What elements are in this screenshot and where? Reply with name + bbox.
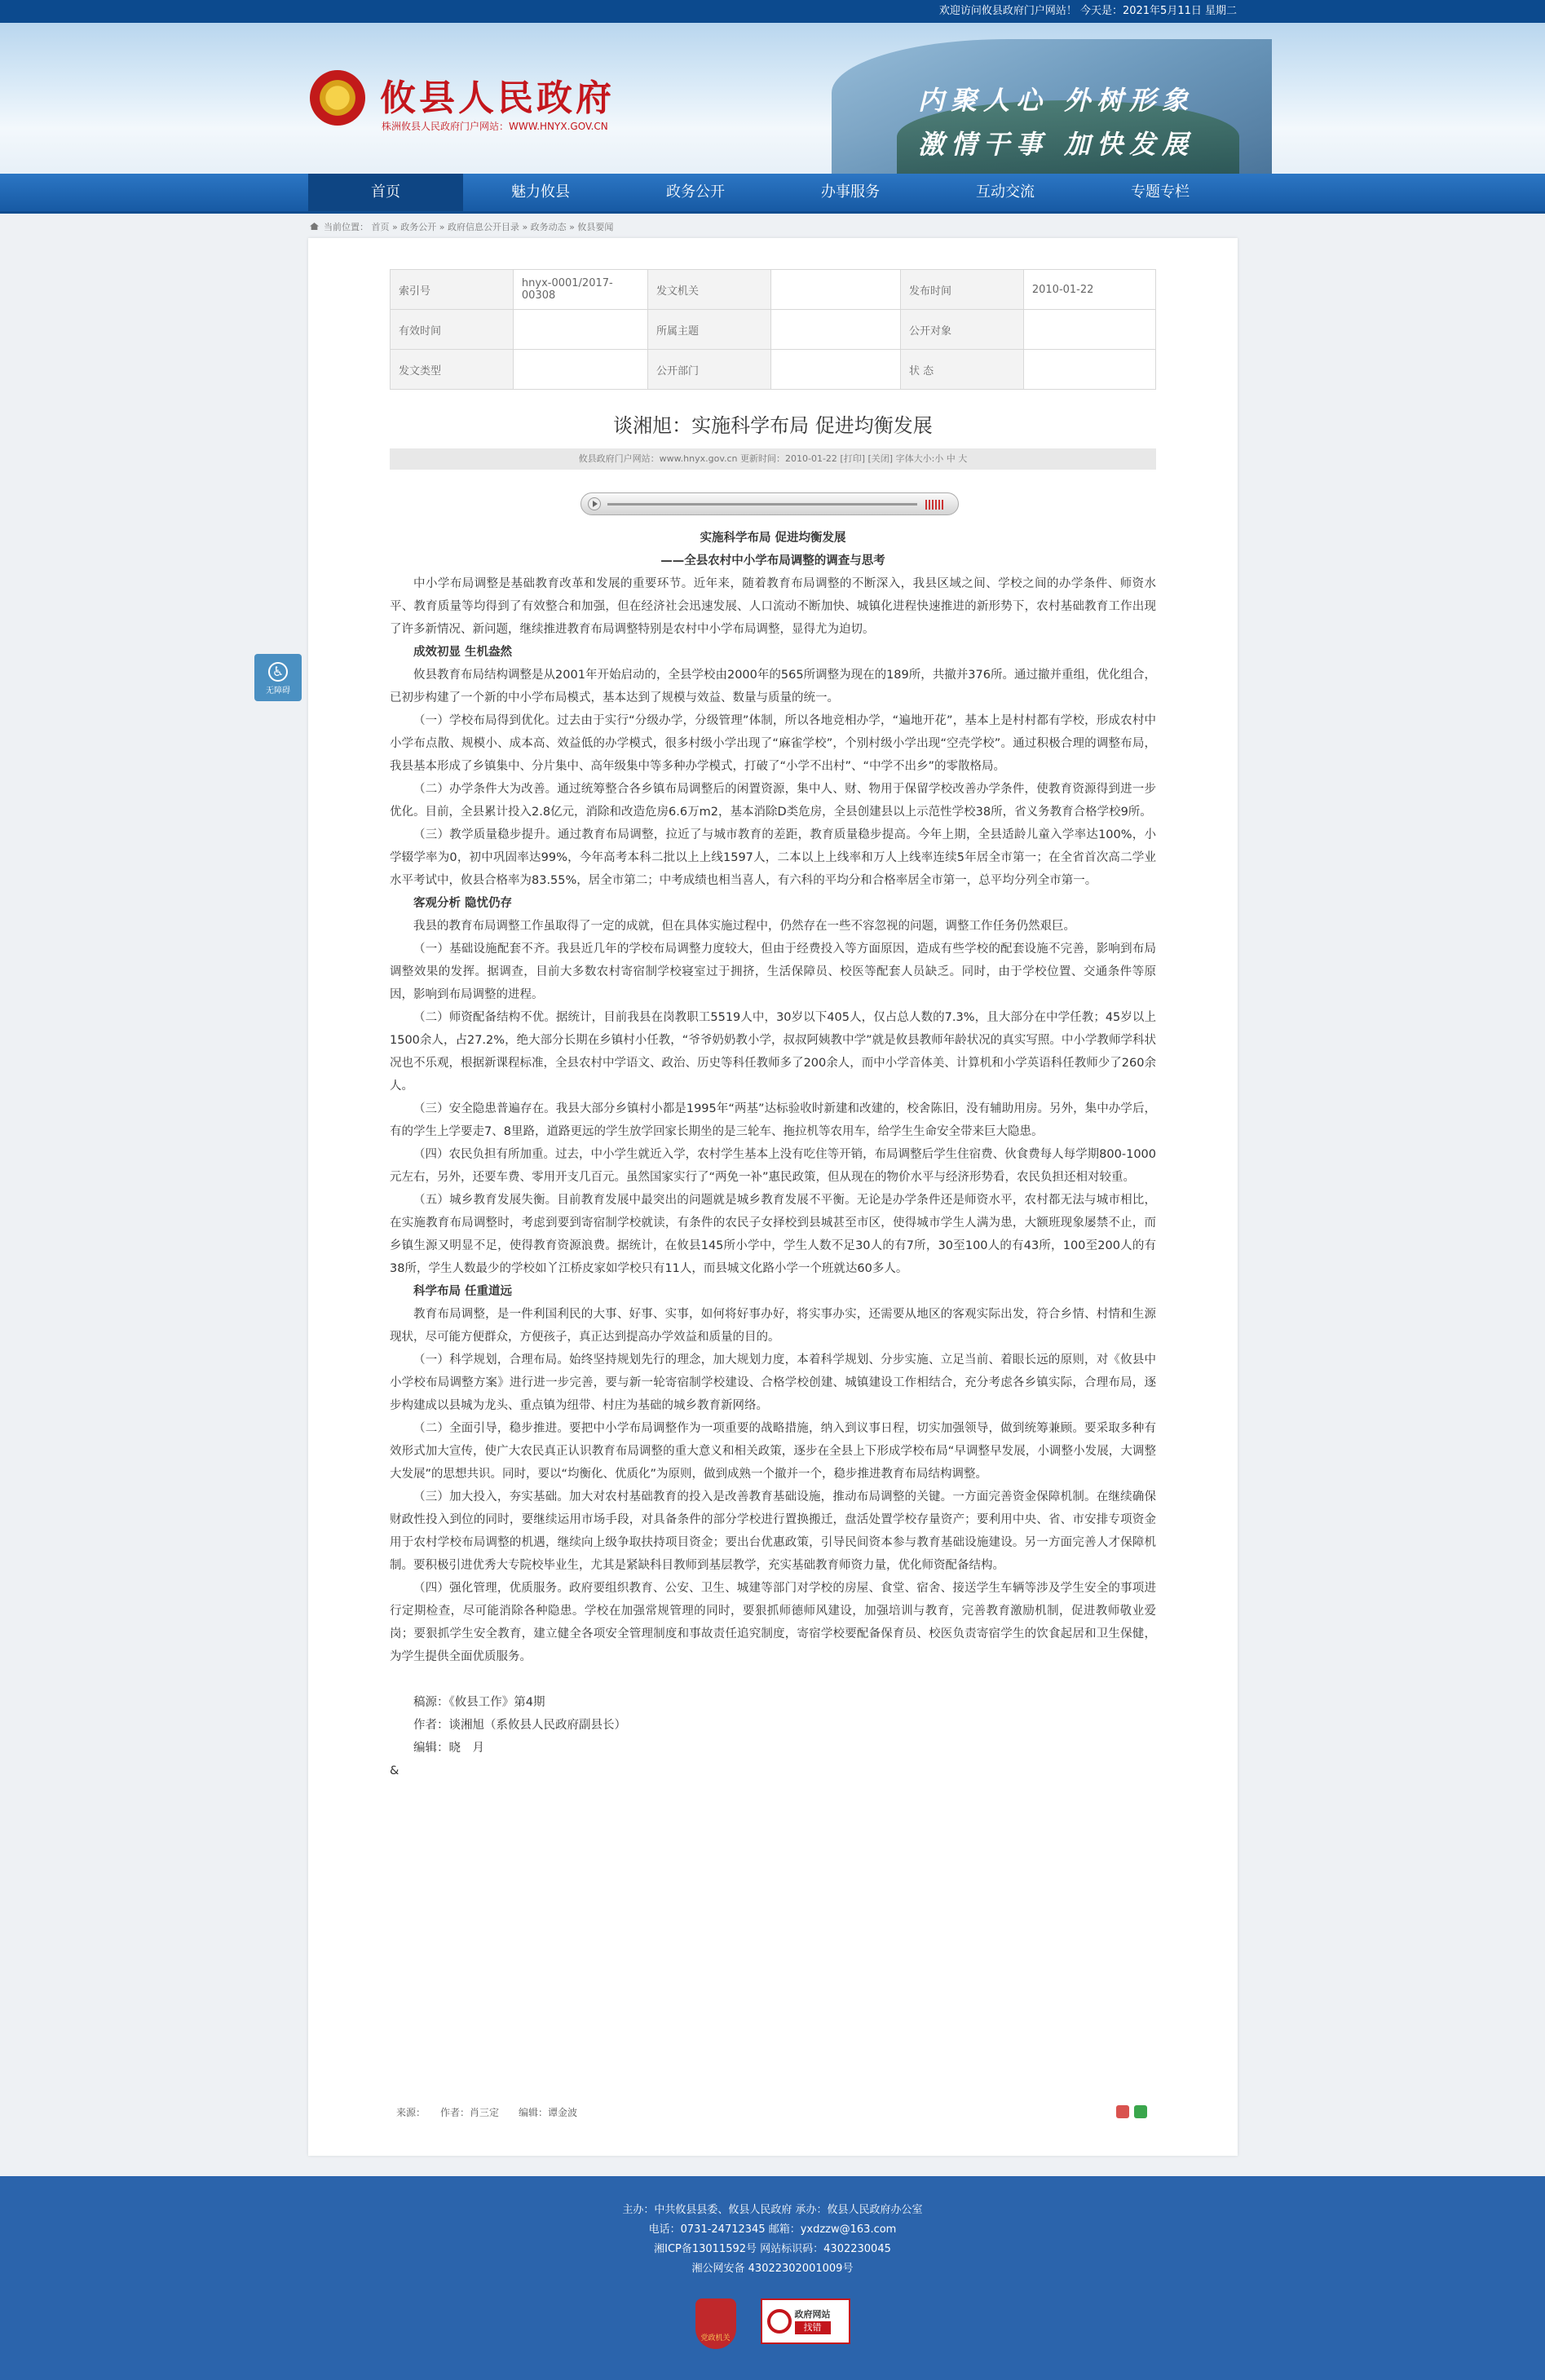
site-footer (0, 2176, 1545, 2380)
meta-value (770, 350, 900, 390)
nav-home[interactable]: 首页 (308, 174, 463, 211)
progress-track[interactable] (607, 503, 917, 506)
article-paragraph: （一）科学规划，合理布局。始终坚持规划先行的理念，加大规划力度，本着科学规划、分步实施、立足当前、着眼长远的原则，对《攸县中小学校布局调整方案》进行进一步完善，要与新一轮寄宿制学校建设、合格学校创建、城镇建设工作相结合，充分考虑各乡镇实际，合理布局，逐步构建成以县城为龙头、重点镇为纽带、村庄为基础的城乡教育新网络。 (390, 1353, 1156, 1412)
audio-player[interactable] (580, 492, 959, 515)
share-wechat-icon[interactable] (1134, 2105, 1147, 2118)
meta-value (513, 310, 647, 350)
article-paragraph: （五）城乡教育发展失衡。目前教育发展中最突出的问题就是城乡教育发展不平衡。无论是办学条件还是师资水平，农村都无法与城市相比，在实施教育布局调整时，考虑到要到寄宿制学校就读，有条件的农民子女择校到县城甚至市区，使得城市学生人满为患，大额班现象屡禁不止，而乡镇生源又明显不足，使得教育资源浪费。据统计，在攸县145所小学中，学生人数不足30人的有7所，30至100人的有43所，100至200人的有38所，学生人数最少的学校如丫江桥皮家如学校只有11人，而县城文化路小学一个班就达60多人。 (390, 1194, 1156, 1275)
footer-police-record[interactable]: 湘公网安备 43022302001009号 (691, 2263, 854, 2275)
footer-contact: 电话：0731-24712345 邮箱：yxdzzw@163.com (648, 2223, 897, 2236)
nav-government-affairs[interactable]: 政务公开 (666, 183, 725, 201)
nav-special-topics[interactable]: 专题专栏 (1131, 183, 1190, 201)
meta-value: hnyx-0001/2017-00308 (513, 270, 647, 310)
nav-interaction[interactable]: 互动交流 (976, 183, 1035, 201)
meta-value (513, 350, 647, 390)
article-paragraph: 攸县教育布局结构调整是从2001年开始启动的，全县学校由2000年的565所调整为现在的189所，共撤并376所。通过撤并重组，优化组合，已初步构建了一个新的中小学布局模式，基本达到了规模与效益、数量与质量的统一。 (390, 669, 1156, 704)
article-paragraph: （一）学校布局得到优化。过去由于实行“分级办学，分级管理”体制，所以各地竞相办学，“遍地开花”，基本上是村村都有学校，形成农村中小学布点散、规模小、成本高、效益低的办学模式，很多村级小学出现了“麻雀学校”，个别村级小学出现“空壳学校”。通过积极合理的调整布局，我县基本形成了乡镇集中、分片集中、高年级集中等多种办学模式，打破了“小学不出村”、“中学不出乡”的零散格局。 (390, 714, 1156, 773)
footer-icp[interactable]: 湘ICP备13011592号 网站标识码：4302230045 (654, 2243, 891, 2255)
article-heading: 实施科学布局 促进均衡发展 (700, 532, 846, 545)
metadata-row (391, 270, 1156, 310)
meta-key: 状 态 (900, 350, 1023, 390)
footer-sponsor: 主办：中共攸县县委、攸县人民政府 承办：攸县人民政府办公室 (622, 2204, 923, 2216)
main-nav (0, 174, 1545, 214)
article-paragraph: 我县的教育布局调整工作虽取得了一定的成就，但在具体实施过程中，仍然存在一些不容忽视的问题，调整工作任务仍然艰巨。 (413, 920, 1075, 933)
meta-value (770, 310, 900, 350)
slogan-line-1: 内聚人心 外树形象 (918, 85, 1195, 116)
source-author-editor: 来源： 作者：肖三定 编辑：谭金波 (396, 2107, 578, 2118)
badge-line-2: 找错 (795, 2321, 831, 2334)
meta-value: 2010-01-22 (1023, 270, 1155, 310)
party-government-badge[interactable] (695, 2298, 736, 2349)
meta-key: 索引号 (391, 270, 514, 310)
slogan-line-2: 激情干事 加快发展 (918, 129, 1195, 160)
article-paragraph: 中小学布局调整是基础教育改革和发展的重要环节。近年来，随着教育布局调整的不断深入，我县区域之间、学校之间的办学条件、师资水平、教育质量等均得到了有效整合和加强，但在经济社会迅速发展、人口流动不断加快、城镇化进程快速推进的新形势下，农村基础教育工作出现了许多新情况、新问题，继续推进教育布局调整特别是农村中小学布局调整，显得尤为迫切。 (390, 577, 1156, 636)
signature-line: 作者：谈湘旭（系攸县人民政府副县长） (413, 1719, 626, 1732)
breadcrumb-text[interactable]: 当前位置： 首页 » 政务公开 » 政府信息公开目录 » 政务动态 » 攸县要闻 (324, 222, 614, 232)
badge-label: 党政机关 (700, 2334, 731, 2342)
content-panel (308, 238, 1238, 2156)
signature-line: 编辑：晓 月 (413, 1742, 484, 1755)
article-paragraph: （四）强化管理，优质服务。政府要组织教育、公安、卫生、城建等部门对学校的房屋、食堂、宿舍、接送学生车辆等涉及学生安全的事项进行定期检查，尽可能消除各种隐患。学校在加强常规管理的同时，要狠抓师德师风建设，加强培训与教育，完善教育激励机制，促进教师敬业爱岗；要狠抓学生安全教育，建立健全各项安全管理制度和事故责任追究制度，寄宿学校要配备保育员、校医负责寄宿学生的饮食起居和卫生保健，为学生提供全面优质服务。 (390, 1582, 1156, 1663)
accessibility-label: 无障碍 (266, 687, 290, 695)
article-body (390, 527, 1156, 1782)
home-icon (310, 223, 319, 230)
meta-value (1023, 350, 1155, 390)
article-paragraph: （二）全面引导，稳步推进。要把中小学布局调整作为一项重要的战略措施，纳入到议事日程，切实加强领导，做到统筹兼顾。要采取多种有效形式加大宣传，使广大农民真正认识教育布局调整的重大意义和相关政策，逐步在全县上下形成学校布局“早调整早发展，小调整小发展，大调整大发展”的思想共识。同时，要以“均衡化、优质化”为原则，做到成熟一个撤并一个，稳步推进教育布局结构调整。 (390, 1422, 1156, 1481)
section-heading: 科学布局 任重道远 (413, 1285, 513, 1298)
article-paragraph: （二）办学条件大为改善。通过统筹整合各乡镇布局调整后的闲置资源，集中人、财、物用于保留学校改善办学条件，使教育资源得到进一步优化。目前，全县累计投入2.8亿元，消除和改造危房6.6万m2，基本消除D类危房，全县创建县以上示范性学校38所，省义务教育合格学校9所。 (390, 783, 1156, 819)
meta-key: 有效时间 (391, 310, 514, 350)
article-paragraph: 教育布局调整，是一件利国利民的大事、好事、实事，如何将好事办好，将实事办实，还需要从地区的客观实际出发，符合乡情、村情和生源现状，尽可能方便群众，方便孩子，真正达到提高办学效益和质量的目的。 (390, 1308, 1156, 1344)
meta-key: 发布时间 (900, 270, 1023, 310)
metadata-table (390, 269, 1156, 390)
article-subheading: ——全县农村中小学布局调整的调查与思考 (660, 554, 885, 567)
national-emblem-icon (310, 70, 365, 126)
accessibility-button[interactable] (254, 654, 302, 701)
article-paragraph: （三）安全隐患普遍存在。我县大部分乡镇村小都是1995年“两基”达标验收时新建和改建的，校舍陈旧，没有辅助用房。另外，集中办学后，有的学生上学要走7、8里路，道路更远的学生放学回家长期坐的是三轮车、拖拉机等农用车，给学生生命安全带来巨大隐患。 (390, 1102, 1156, 1138)
metadata-row (391, 350, 1156, 390)
meta-key: 所属主题 (647, 310, 770, 350)
metadata-row (391, 310, 1156, 350)
section-heading: 客观分析 隐忧仍存 (413, 897, 513, 910)
article-paragraph: （四）农民负担有所加重。过去，中小学生就近入学，农村学生基本上没有吃住等开销，布局调整后学生住宿费、伙食费每人每学期800-1000元左右，另外，还要车费、零用开支几百元。虽然国家实行了“两免一补”惠民政策，但从现在的物价水平与经济形势看，农民负担还相对较重。 (390, 1148, 1156, 1184)
meta-key: 公开部门 (647, 350, 770, 390)
welcome-text: 欢迎访问攸县政府门户网站！ 今天是：2021年5月11日 星期二 (938, 5, 1237, 17)
article-paragraph: （三）加大投入，夯实基础。加大对农村基础教育的投入是改善教育基础设施，推动布局调整的关键。一方面完善资金保障机制。在继续确保财政性投入到位的同时，要继续运用市场手段，对具备条件的部分学校进行置换搬迁，盘活处置学校存量资产；要利用中央、省、市安排专项资金用于农村学校布局调整的机遇，继续向上级争取扶持项目资金；要出台优惠政策，引导民间资本参与教育基础设施建设。另一方面完善人才保障机制。要积极引进优秀大专院校毕业生，尤其是紧缺科目教师到基层教学，充实基础教育师资力量，优化师资配备结构。 (390, 1490, 1156, 1572)
wheelchair-icon: ♿ (268, 662, 288, 682)
breadcrumb (0, 214, 1545, 241)
share-icons (1116, 2105, 1147, 2118)
nav-charm-youxian[interactable]: 魅力攸县 (511, 183, 570, 201)
section-heading: 成效初显 生机盎然 (413, 646, 513, 659)
meta-value (770, 270, 900, 310)
stray-ampersand: & (390, 1764, 399, 1777)
badge-text (795, 2308, 831, 2334)
signature-line: 稿源：《攸县工作》第4期 (413, 1696, 545, 1709)
badge-line-1: 政府网站 (794, 2309, 831, 2320)
article-info-bar[interactable]: 攸县政府门户网站：www.hnyx.gov.cn 更新时间：2010-01-22 [打印] [关闭] 字体大小:小 中 大 (390, 448, 1156, 470)
report-error-badge[interactable] (761, 2298, 850, 2344)
share-weibo-icon[interactable] (1116, 2105, 1129, 2118)
site-url: 株洲攸县人民政府门户网站：WWW.HNYX.GOV.CN (382, 121, 608, 132)
top-bar (0, 0, 1545, 23)
play-icon[interactable] (588, 497, 601, 510)
footer-badges (0, 2298, 1545, 2349)
article-paragraph: （二）师资配备结构不优。据统计，目前我县在岗教职工5519人中，30岁以下405人，仅占总人数的7.3%，且大部分在中学任教；45岁以上1500余人，占27.2%，绝大部分长期在乡镇村小任教，“爷爷奶奶教小学，叔叔阿姨教中学”就是攸县教师年龄状况的真实写照。中小学教师学科状况也不乐观，根据新课程标准，全县农村中学语文、政治、历史等科任教师多了200余人，而中小学音体美、计算机和小学英语科任教师少了260余人。 (390, 1011, 1156, 1093)
article-paragraph: （三）教学质量稳步提升。通过教育布局调整，拉近了与城市教育的差距，教育质量稳步提高。今年上期，全县适龄儿童入学率达100%，小学辍学率为0，初中巩固率达99%，今年高考本科二批以上上线1597人，二本以上上线率和万人上线率连续5年居全市第一；在全省首次高二学业水平考试中，攸县合格率为83.55%，居全市第二；中考成绩也相当喜人，有六科的平均分和合格率居全市第一，总平均分列全市第一。 (390, 828, 1156, 887)
volume-icon[interactable] (925, 500, 943, 510)
site-banner (0, 23, 1545, 174)
meta-key: 发文类型 (391, 350, 514, 390)
meta-key: 公开对象 (900, 310, 1023, 350)
article-paragraph: （一）基础设施配套不齐。我县近几年的学校布局调整力度较大，但由于经费投入等方面原因，造成有些学校的配套设施不完善，影响到布局调整效果的发挥。据调查，目前大多数农村寄宿制学校寝室过于拥挤，生活保障员、校医等配套人员缺乏。同时，由于学校位置、交通条件等原因，影响到布局调整的进程。 (390, 943, 1156, 1001)
magnifier-icon (767, 2309, 792, 2334)
meta-key: 发文机关 (647, 270, 770, 310)
site-name[interactable]: 攸县人民政府 (380, 77, 615, 119)
meta-value (1023, 310, 1155, 350)
nav-services[interactable]: 办事服务 (821, 183, 880, 201)
article-title: 谈湘旭：实施科学布局 促进均衡发展 (613, 414, 933, 437)
